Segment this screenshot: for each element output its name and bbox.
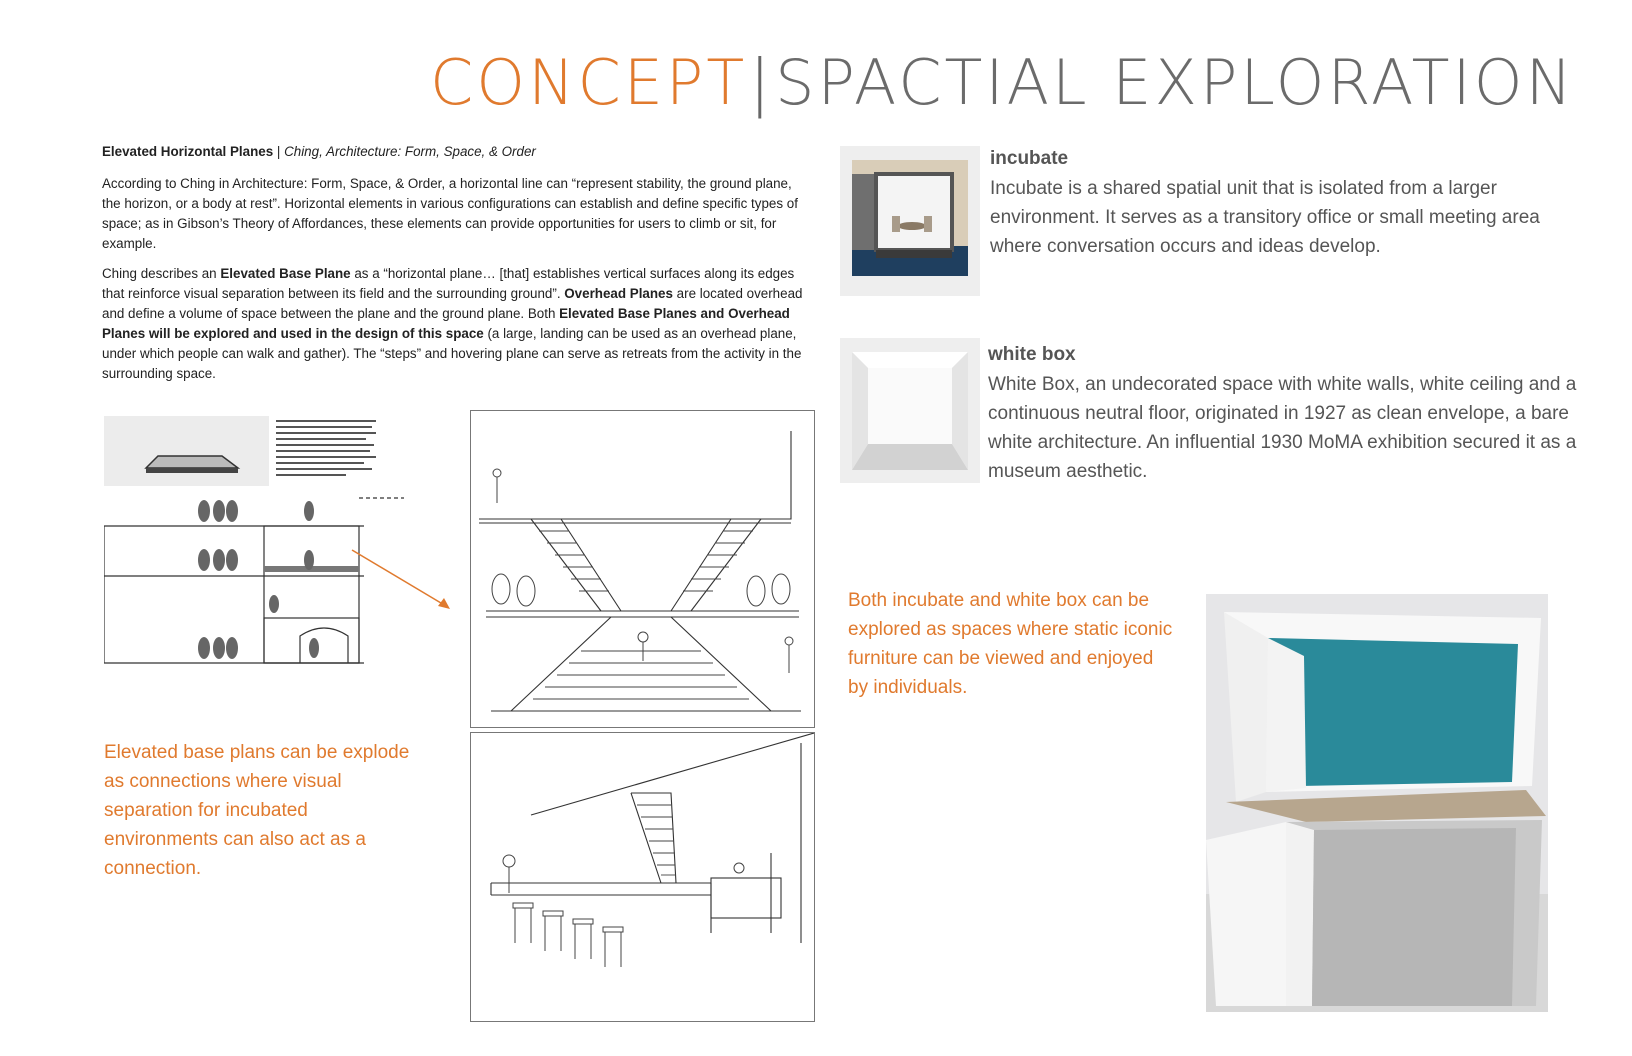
title-separator: | bbox=[749, 46, 774, 119]
caption-elevated-base: Elevated base plans can be explode as connections where visual separation for incubated environments can also act as a connection. bbox=[104, 742, 410, 879]
excerpt-p2-part-g: (a large, landing can be used as an overhead plane, under which people can walk and gather). The “steps” and hovering plane can serve as retreats from the activity in the surrounding space. bbox=[102, 326, 802, 381]
physical-model-photo bbox=[1206, 594, 1548, 1012]
incubate-description: Incubate is a shared spatial unit that is isolated from a larger environment. It serves as a transitory office or small meeting area where conversation occurs and ideas develop. bbox=[990, 178, 1540, 257]
white-box-title: white box bbox=[988, 344, 1076, 365]
title-rest: SPACTIAL EXPLORATION bbox=[775, 46, 1575, 119]
excerpt-heading-sep: | bbox=[273, 144, 285, 159]
excerpt-paragraph-2 bbox=[102, 264, 812, 384]
excerpt-heading-bold: Elevated Horizontal Planes bbox=[102, 144, 274, 159]
white-box-description: White Box, an undecorated space with white walls, white ceiling and a continuous neutral floor, originated in 1927 as clean envelope, a bare white architecture. An influential 1930 MoMA exhibition secured it as a museum aesthetic. bbox=[988, 374, 1577, 482]
excerpt-p2-part-c: as a “horizontal plane… [that] establishes vertical surfaces along its edges that reinforce visual separation between its field and the surrounding ground”. bbox=[102, 266, 795, 301]
title-accent: CONCEPT bbox=[430, 46, 748, 119]
ching-excerpt bbox=[102, 142, 812, 394]
stair-perspective-sketch bbox=[470, 732, 815, 1022]
excerpt-p2-part-e: are located overhead and define a volume of space between the plane and the ground plane. Both bbox=[102, 286, 803, 321]
connector-arrow bbox=[350, 548, 460, 618]
excerpt-p2-part-a: Ching describes an bbox=[102, 266, 221, 281]
white-box-thumbnail bbox=[840, 338, 980, 483]
incubate-title: incubate bbox=[990, 148, 1069, 169]
incubate-thumbnail bbox=[840, 146, 980, 296]
excerpt-paragraph-1: According to Ching in Architecture: Form, Space, & Order, a horizontal line can “represent stability, the ground plane, the horizon, or a body at rest”. Horizontal elements in various configurations can establish and define specific types of space; as in Gibson’s Theory of Affordances, these elements can provide opportunities for users to climb or sit, for example. bbox=[102, 176, 798, 251]
stair-section-sketch bbox=[470, 410, 815, 728]
excerpt-heading-citation: Ching, Architecture: Form, Space, & Order bbox=[284, 144, 536, 159]
excerpt-p2-elevated-base-plane: Elevated Base Plane bbox=[220, 266, 351, 281]
excerpt-heading bbox=[102, 142, 812, 162]
caption-incubate-white-box: Both incubate and white box can be explored as spaces where static iconic furniture can be viewed and enjoyed by individuals. bbox=[848, 590, 1173, 698]
excerpt-p2-emphasis: Elevated Base Planes and Overhead Planes will be explored and used in the design of this space bbox=[102, 306, 790, 341]
excerpt-p2-overhead-planes: Overhead Planes bbox=[564, 286, 673, 301]
page-title bbox=[430, 46, 1575, 119]
